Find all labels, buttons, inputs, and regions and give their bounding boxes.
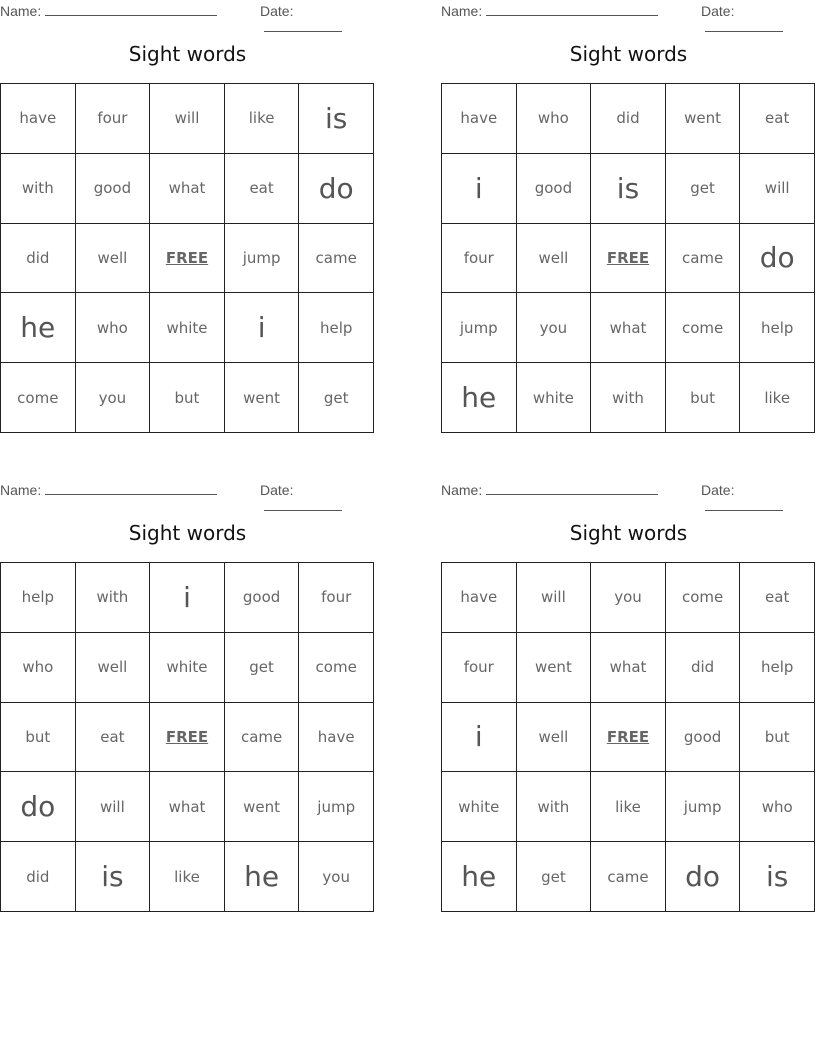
bingo-cell: come — [666, 293, 741, 363]
card — [441, 479, 816, 909]
bingo-grid — [441, 562, 815, 912]
bingo-cell: he — [1, 293, 76, 363]
bingo-cell: did — [1, 224, 76, 294]
name-field — [441, 3, 658, 19]
bingo-cell: came — [591, 842, 666, 912]
card — [0, 0, 375, 430]
bingo-cell: FREE — [591, 703, 666, 773]
bingo-cell: do — [740, 224, 815, 294]
name-field — [0, 482, 217, 498]
bingo-cell: good — [225, 563, 300, 633]
bingo-cell: came — [299, 224, 374, 294]
date-field — [260, 482, 375, 514]
bingo-cell: with — [591, 363, 666, 433]
bingo-cell: get — [299, 363, 374, 433]
bingo-cell: good — [76, 154, 151, 224]
bingo-cell: FREE — [150, 224, 225, 294]
bingo-cell: who — [76, 293, 151, 363]
bingo-cell: like — [740, 363, 815, 433]
bingo-cell: came — [666, 224, 741, 294]
card-title: Sight words — [569, 42, 688, 66]
bingo-cell: have — [1, 84, 76, 154]
bingo-cell: i — [442, 703, 517, 773]
date-field — [701, 3, 816, 35]
bingo-cell: but — [666, 363, 741, 433]
bingo-cell: you — [76, 363, 151, 433]
date-blank — [264, 19, 342, 32]
name-field — [0, 3, 217, 19]
bingo-cell: what — [591, 293, 666, 363]
bingo-cell: but — [1, 703, 76, 773]
bingo-cell: white — [517, 363, 592, 433]
bingo-cell: you — [299, 842, 374, 912]
bingo-cell: but — [740, 703, 815, 773]
bingo-cell: will — [76, 772, 151, 842]
bingo-grid — [0, 83, 374, 433]
bingo-cell: is — [591, 154, 666, 224]
date-field — [260, 3, 375, 35]
bingo-cell: four — [76, 84, 151, 154]
date-blank — [705, 19, 783, 32]
date-label: Date: — [260, 3, 294, 19]
date-label: Date: — [260, 482, 294, 498]
bingo-cell: will — [740, 154, 815, 224]
bingo-cell: is — [299, 84, 374, 154]
bingo-cell: i — [225, 293, 300, 363]
bingo-cell: help — [1, 563, 76, 633]
bingo-cell: well — [76, 224, 151, 294]
date-label: Date: — [701, 482, 735, 498]
bingo-cell: he — [442, 842, 517, 912]
bingo-cell: jump — [442, 293, 517, 363]
name-date-line — [0, 3, 375, 19]
bingo-cell: did — [591, 84, 666, 154]
bingo-cell: have — [442, 84, 517, 154]
bingo-cell: do — [299, 154, 374, 224]
bingo-cell: good — [517, 154, 592, 224]
bingo-cell: well — [517, 703, 592, 773]
bingo-grid — [441, 83, 815, 433]
bingo-cell: is — [76, 842, 151, 912]
bingo-cell: did — [1, 842, 76, 912]
bingo-cell: came — [225, 703, 300, 773]
bingo-cell: like — [150, 842, 225, 912]
bingo-cell: white — [150, 633, 225, 703]
bingo-cell: four — [442, 633, 517, 703]
name-label: Name: — [0, 3, 42, 19]
bingo-cell: four — [299, 563, 374, 633]
bingo-cell: jump — [299, 772, 374, 842]
bingo-cell: well — [76, 633, 151, 703]
bingo-cell: will — [150, 84, 225, 154]
bingo-cell: eat — [225, 154, 300, 224]
bingo-cell: who — [1, 633, 76, 703]
bingo-cell: he — [442, 363, 517, 433]
bingo-cell: FREE — [591, 224, 666, 294]
bingo-cell: get — [225, 633, 300, 703]
bingo-cell: who — [740, 772, 815, 842]
bingo-cell: white — [150, 293, 225, 363]
bingo-cell: what — [150, 154, 225, 224]
date-blank — [264, 498, 342, 511]
bingo-grid — [0, 562, 374, 912]
bingo-cell: do — [1, 772, 76, 842]
card — [0, 479, 375, 909]
name-date-line — [441, 3, 816, 19]
name-label: Name: — [441, 482, 483, 498]
bingo-cell: i — [442, 154, 517, 224]
bingo-cell: eat — [740, 84, 815, 154]
name-blank — [45, 3, 217, 16]
bingo-cell: help — [299, 293, 374, 363]
bingo-cell: like — [591, 772, 666, 842]
bingo-cell: white — [442, 772, 517, 842]
card-title: Sight words — [569, 521, 688, 545]
bingo-cell: you — [591, 563, 666, 633]
bingo-cell: with — [76, 563, 151, 633]
name-blank — [486, 482, 658, 495]
bingo-cell: jump — [666, 772, 741, 842]
bingo-cell: help — [740, 293, 815, 363]
bingo-cell: FREE — [150, 703, 225, 773]
bingo-cell: i — [150, 563, 225, 633]
bingo-cell: come — [299, 633, 374, 703]
bingo-cell: did — [666, 633, 741, 703]
bingo-cell: come — [1, 363, 76, 433]
bingo-cell: do — [666, 842, 741, 912]
bingo-cell: well — [517, 224, 592, 294]
name-blank — [486, 3, 658, 16]
bingo-cell: have — [442, 563, 517, 633]
bingo-cell: went — [666, 84, 741, 154]
name-field — [441, 482, 658, 498]
bingo-cell: is — [740, 842, 815, 912]
bingo-cell: good — [666, 703, 741, 773]
bingo-cell: what — [591, 633, 666, 703]
bingo-cell: will — [517, 563, 592, 633]
card-title: Sight words — [128, 42, 247, 66]
date-label: Date: — [701, 3, 735, 19]
bingo-cell: come — [666, 563, 741, 633]
bingo-cell: help — [740, 633, 815, 703]
date-field — [701, 482, 816, 514]
bingo-cell: like — [225, 84, 300, 154]
bingo-cell: eat — [740, 563, 815, 633]
bingo-cell: he — [225, 842, 300, 912]
bingo-cell: get — [666, 154, 741, 224]
bingo-cell: but — [150, 363, 225, 433]
name-date-line — [441, 482, 816, 498]
bingo-cell: went — [225, 363, 300, 433]
name-label: Name: — [0, 482, 42, 498]
bingo-cell: jump — [225, 224, 300, 294]
card — [441, 0, 816, 430]
bingo-cell: what — [150, 772, 225, 842]
card-title: Sight words — [128, 521, 247, 545]
name-date-line — [0, 482, 375, 498]
bingo-cell: with — [1, 154, 76, 224]
bingo-cell: you — [517, 293, 592, 363]
bingo-cell: eat — [76, 703, 151, 773]
name-blank — [45, 482, 217, 495]
bingo-cell: four — [442, 224, 517, 294]
name-label: Name: — [441, 3, 483, 19]
bingo-cell: get — [517, 842, 592, 912]
bingo-cell: have — [299, 703, 374, 773]
date-blank — [705, 498, 783, 511]
bingo-cell: with — [517, 772, 592, 842]
bingo-cell: went — [517, 633, 592, 703]
bingo-cell: who — [517, 84, 592, 154]
bingo-cell: went — [225, 772, 300, 842]
